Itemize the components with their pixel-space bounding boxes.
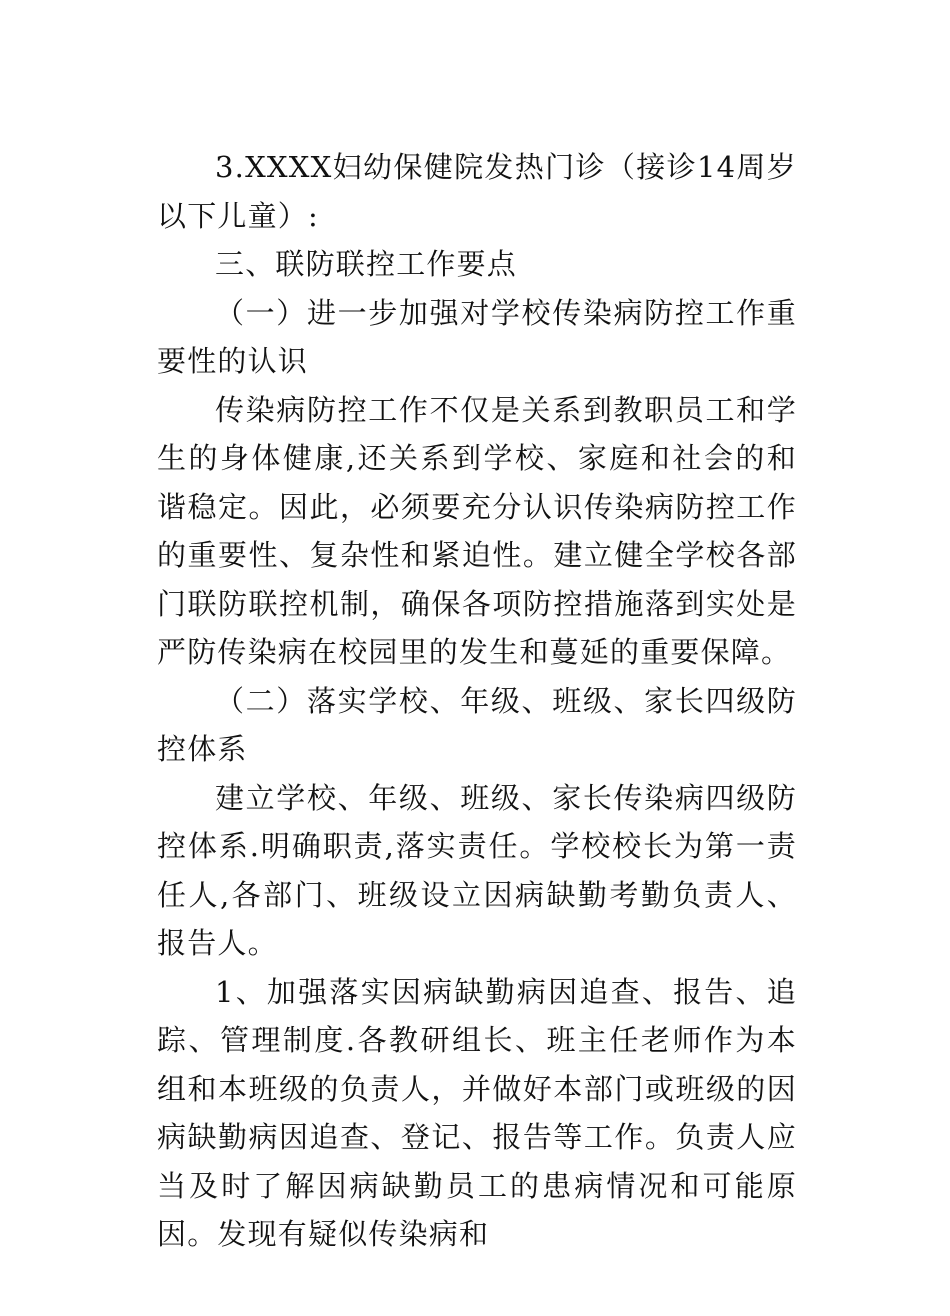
paragraph-absence-tracking: 1、加强落实因病缺勤病因追查、报告、追踪、管理制度.各教研组长、班主任老师作为本组和本班级的负责人，并做好本部门或班级的因病缺勤病因追查、登记、报告等工作。负责人应当及时了解因病缺勤员工的患病情况和可能原因。发现有疑似传染病和 bbox=[157, 974, 797, 1251]
paragraph-four-level-body: 建立学校、年级、班级、家长传染病四级防控体系.明确职责,落实责任。学校校长为第一责任人,各部门、班级设立因病缺勤考勤负责人、报告人。 bbox=[157, 780, 797, 960]
section-heading-joint-prevention: 三、联防联控工作要点 bbox=[215, 247, 518, 281]
paragraph-fever-clinic: 3.XXXX妇幼保健院发热门诊（接诊14周岁以下儿童）: bbox=[157, 150, 797, 233]
subheading-four-level-system: （二）落实学校、年级、班级、家长四级防控体系 bbox=[157, 683, 797, 766]
subheading-awareness: （一）进一步加强对学校传染病防控工作重要性的认识 bbox=[157, 295, 797, 378]
document-body bbox=[157, 143, 797, 1259]
paragraph-awareness-body: 传染病防控工作不仅是关系到教职员工和学生的身体健康,还关系到学校、家庭和社会的和谐稳定。因此，必须要充分认识传染病防控工作的重要性、复杂性和紧迫性。建立健全学校各部门联防联控机制，确保各项防控措施落到实处是严防传染病在校园里的发生和蔓延的重要保障。 bbox=[157, 392, 797, 669]
